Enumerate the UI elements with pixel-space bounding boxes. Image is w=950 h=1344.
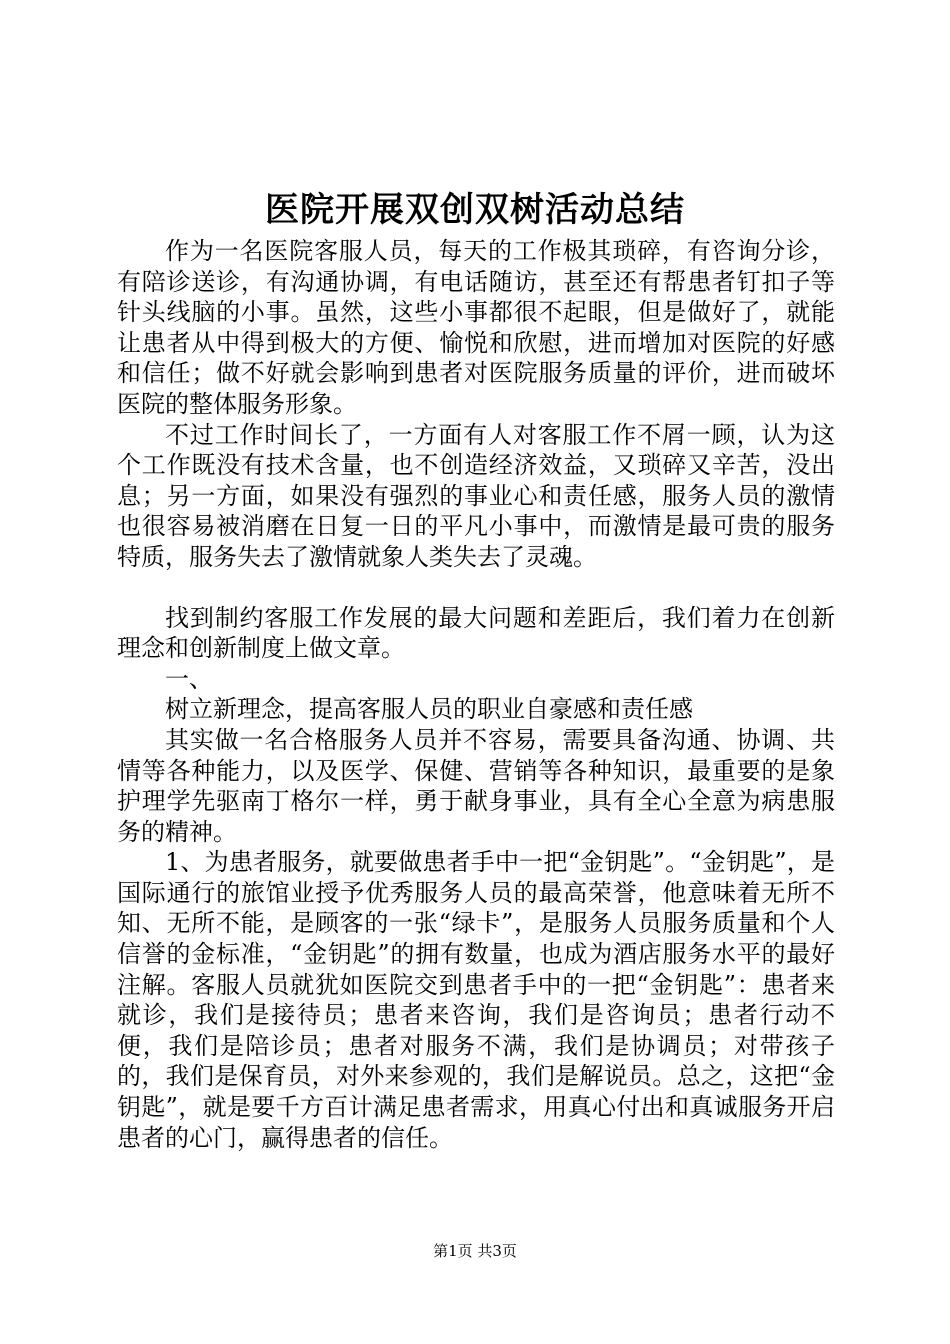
document-body <box>117 236 835 1153</box>
page-footer: 第1页 共3页 <box>433 1242 517 1260</box>
section-heading: 树立新理念，提高客服人员的职业自豪感和责任感 <box>165 695 693 724</box>
paragraph: 作为一名医院客服人员，每天的工作极其琐碎，有咨询分诊，有陪诊送诊，有沟通协调，有电话随访，甚至还有帮患者钉扣子等针头线脑的小事。虽然，这些小事都很不起眼，但是做好了，就能让患者从中得到极大的方便、愉悦和欣慰，进而增加对医院的好感和信任；做不好就会影响到患者对医院服务质量的评价，进而破坏医院的整体服务形象。 <box>117 237 835 418</box>
paragraph: 不过工作时间长了，一方面有人对客服工作不屑一顾，认为这个工作既没有技术含量，也不创造经济效益，又琐碎又辛苦，没出息；另一方面，如果没有强烈的事业心和责任感，服务人员的激情也很容易被消磨在日复一日的平凡小事中，而激情是最可贵的服务特质，服务失去了激情就象人类失去了灵魂。 <box>117 420 835 571</box>
paragraph: 1、为患者服务，就要做患者手中一把“金钥匙”。“金钥匙”，是国际通行的旅馆业授予优秀服务人员的最高荣誉，他意味着无所不知、无所不能，是顾客的一张“绿卡”，是服务人员服务质量和个人信誉的金标准，“金钥匙”的拥有数量，也成为酒店服务水平的最好注解。客服人员就犹如医院交到患者手中的一把“金钥匙”：患者来就诊，我们是接待员；患者来咨询，我们是咨询员；患者行动不便，我们是陪诊员；患者对服务不满，我们是协调员；对带孩子的，我们是保育员，对外来参观的，我们是解说员。总之，这把“金钥匙”，就是要千方百计满足患者需求，用真心付出和真诚服务开启患者的心门，赢得患者的信任。 <box>117 848 835 1152</box>
paragraph: 其实做一名合格服务人员并不容易，需要具备沟通、协调、共情等各种能力，以及医学、保健、营销等各种知识，最重要的是象护理学先驱南丁格尔一样，勇于献身事业，具有全心全意为病患服务的精神。 <box>117 725 835 846</box>
document-title: 医院开展双创双树活动总结 <box>265 190 685 230</box>
section-number: 一、 <box>165 664 213 693</box>
paragraph: 找到制约客服工作发展的最大问题和差距后，我们着力在创新理念和创新制度上做文章。 <box>117 603 835 663</box>
